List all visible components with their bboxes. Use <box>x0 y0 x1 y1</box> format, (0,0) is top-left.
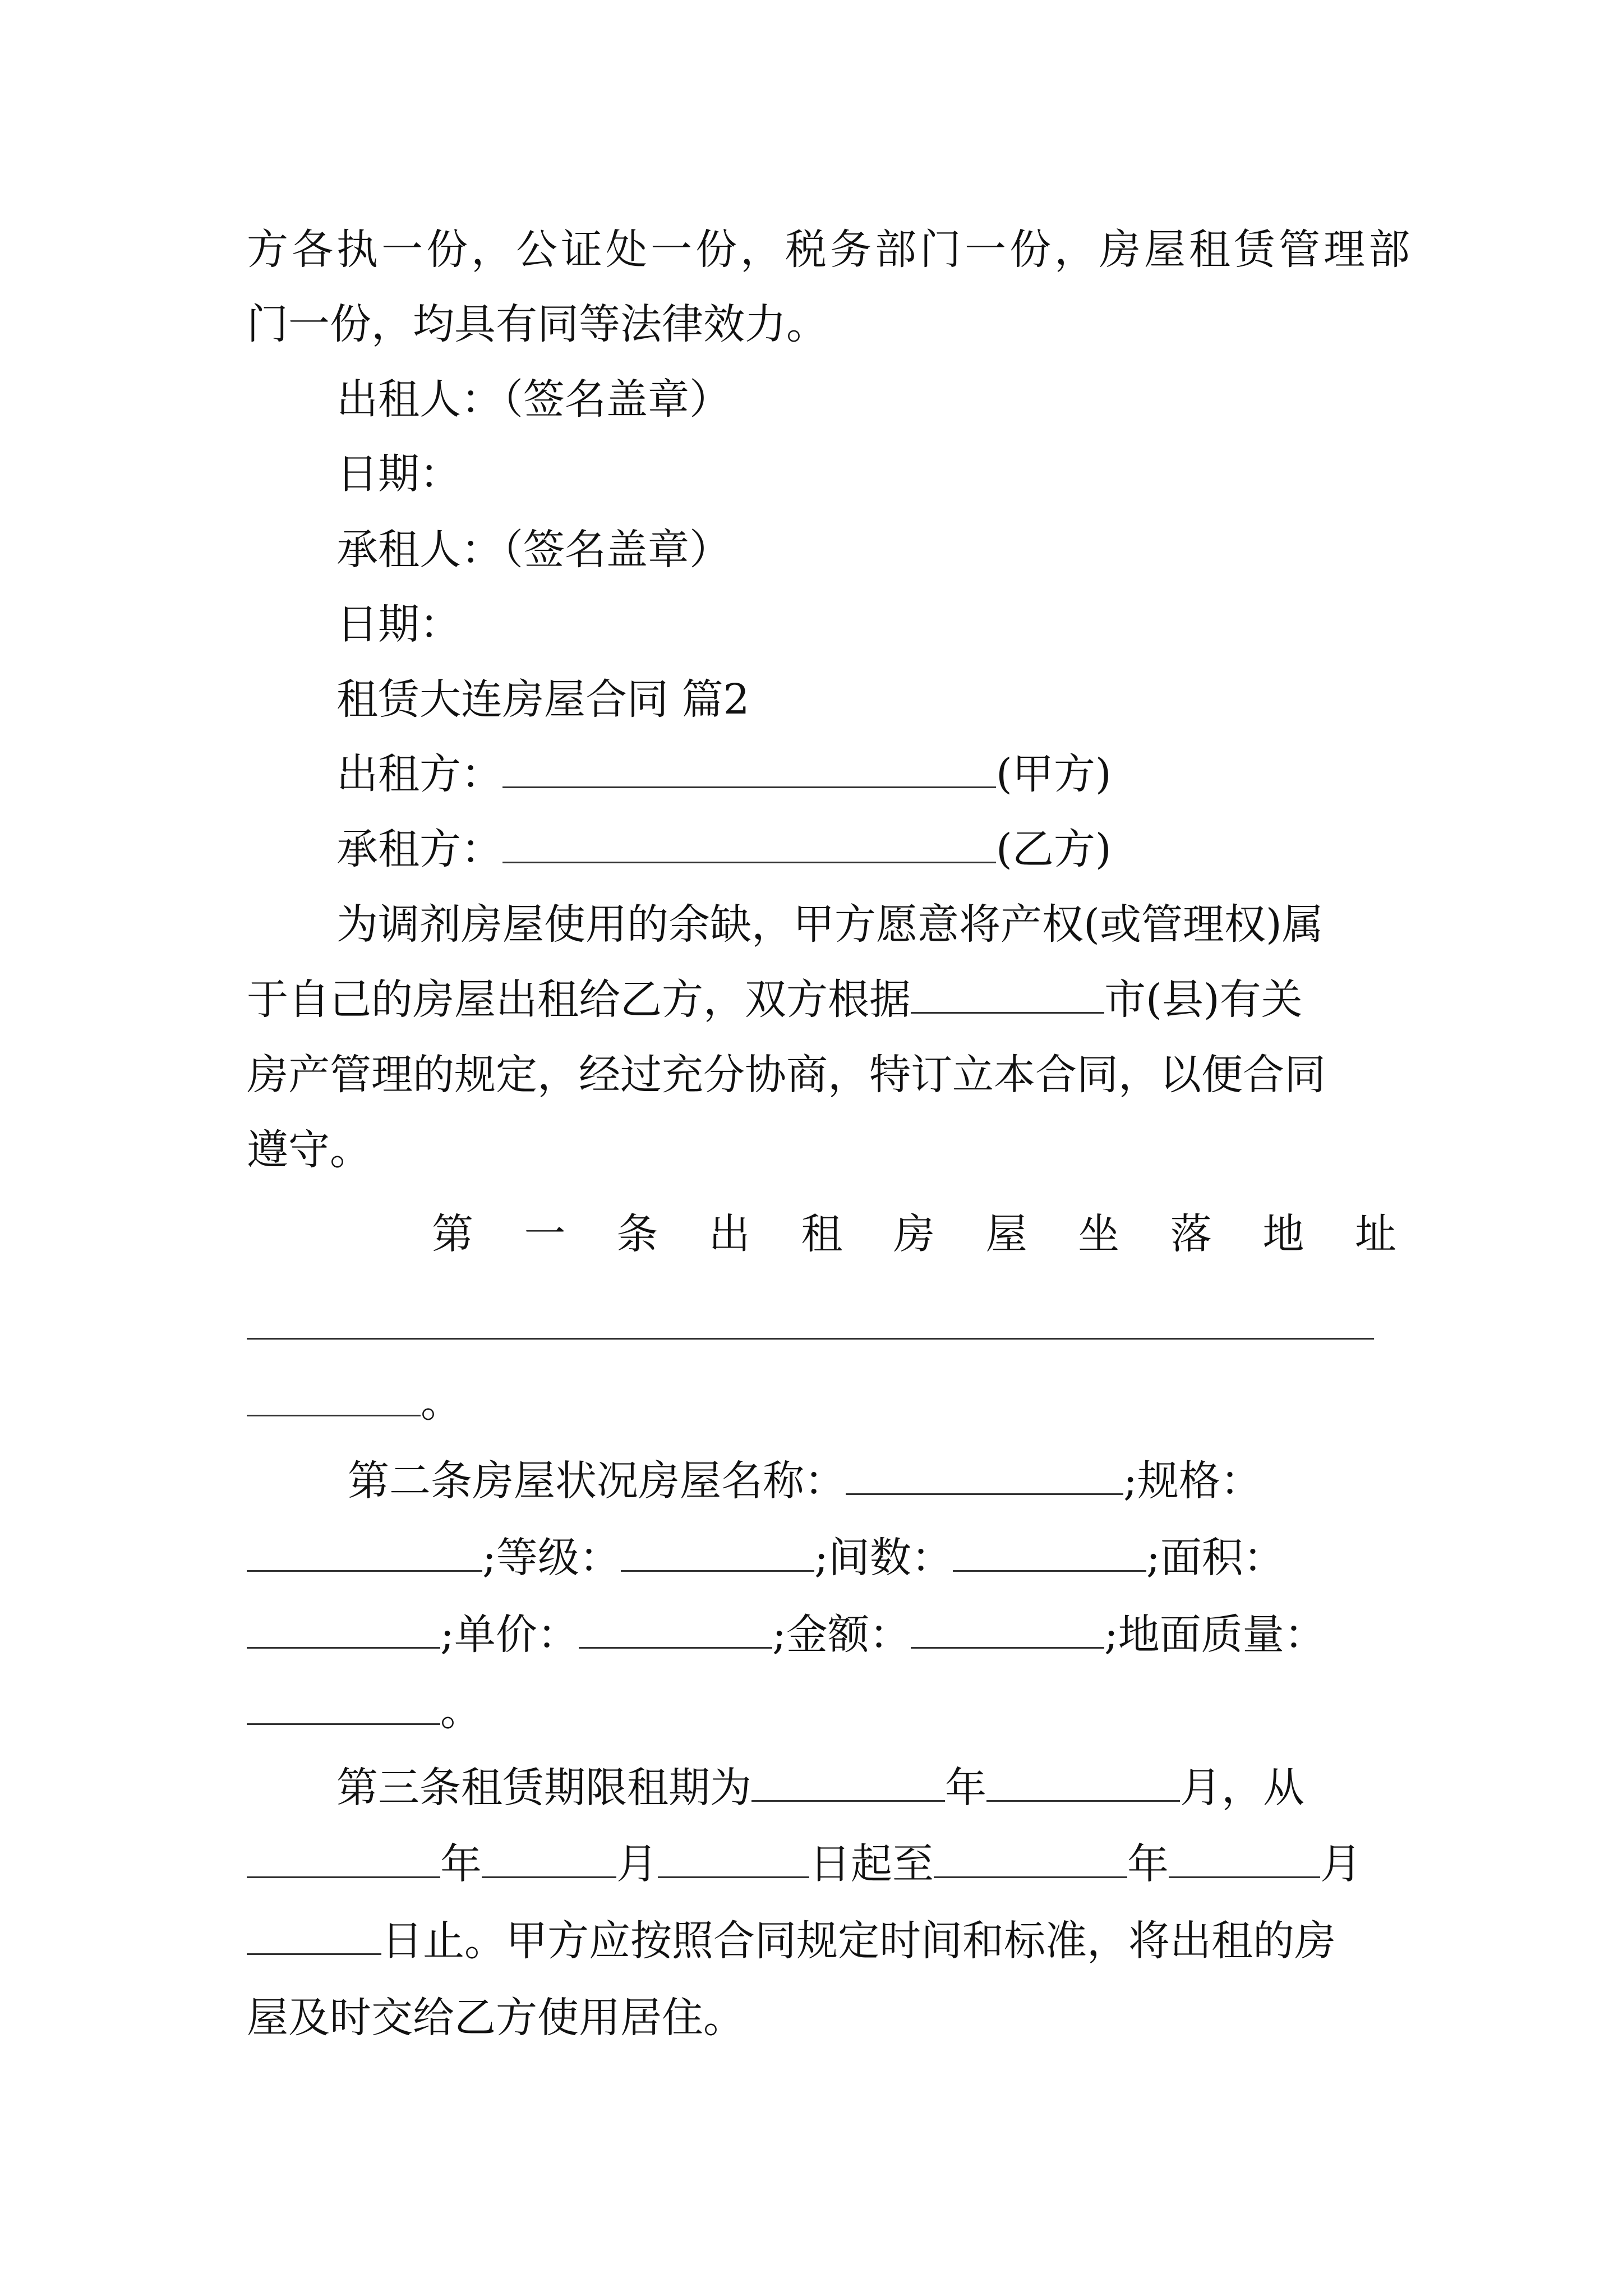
text-run: ;等级： <box>482 1534 621 1582</box>
article-3-line <box>336 1760 1486 1816</box>
text-run: 市(县)有关 <box>1104 976 1303 1024</box>
lessee-signature-line: 承租人：（签名盖章） <box>336 526 731 574</box>
blank-field <box>953 1535 1146 1572</box>
text-run: 年 <box>945 1764 986 1812</box>
paragraph-line: 遵守。 <box>247 1126 371 1174</box>
date-line: 日期： <box>336 600 461 648</box>
heading-char: 址 <box>1354 1210 1396 1258</box>
heading-char: 出 <box>708 1210 750 1258</box>
text-run: 于自己的房屋出租给乙方，双方根据 <box>247 976 911 1024</box>
text-run: ;地面质量： <box>1104 1611 1326 1659</box>
section-title: 租赁大连房屋合同 篇2 <box>336 675 750 724</box>
text-run: 月 <box>616 1840 658 1888</box>
heading-char: 条 <box>616 1210 658 1258</box>
blank-field <box>658 1842 809 1878</box>
paragraph-line: 为调剂房屋使用的余缺，甲方愿意将产权(或管理权)属 <box>336 900 1324 949</box>
article-2-line <box>247 1530 1396 1586</box>
party-b-suffix: (乙方) <box>996 825 1112 873</box>
text-run: ;单价： <box>440 1611 579 1659</box>
blank-field <box>482 1842 616 1878</box>
blank-field <box>247 1612 440 1649</box>
text-run: 。 <box>421 1378 462 1427</box>
text-run: ;间数： <box>814 1534 953 1582</box>
text-run: 第二条房屋状况房屋名称： <box>348 1457 846 1505</box>
party-b-label: 承租方： <box>336 825 502 873</box>
blank-field <box>502 752 996 788</box>
paragraph-line <box>247 972 1396 1028</box>
heading-char: 落 <box>1170 1210 1212 1258</box>
text-run: ，从 <box>1221 1764 1304 1812</box>
text-run: 日起至 <box>809 1840 934 1888</box>
text-run: 第三条租赁期限租期为 <box>336 1764 751 1812</box>
text-run: 月 <box>1320 1840 1362 1888</box>
blank-field <box>846 1458 1123 1495</box>
heading-char: 第 <box>432 1210 473 1258</box>
lessor-signature-line: 出租人：（签名盖章） <box>336 375 731 424</box>
article-2-line <box>247 1683 1396 1739</box>
article-3-line: 屋及时交给乙方使用居住。 <box>247 1994 745 2042</box>
heading-char: 房 <box>893 1210 935 1258</box>
text-run: ;面积： <box>1146 1534 1285 1582</box>
text-run: ;规格： <box>1123 1457 1262 1505</box>
blank-field <box>502 827 996 863</box>
blank-field <box>986 1765 1180 1802</box>
article-3-line <box>247 1836 1396 1892</box>
blank-field <box>621 1535 814 1572</box>
article-2-line <box>247 1607 1396 1663</box>
paragraph-line <box>247 1374 1396 1430</box>
party-a-line <box>336 746 1486 802</box>
address-blank-rule <box>247 1338 1374 1340</box>
blank-field <box>247 1842 440 1878</box>
party-a-suffix: (甲方) <box>996 750 1112 798</box>
blank-field <box>1169 1842 1320 1878</box>
blank-field <box>247 1918 381 1955</box>
heading-char: 地 <box>1262 1210 1304 1258</box>
date-line: 日期： <box>336 450 461 498</box>
text-run: 日止。甲方应按照合同规定时间和标准，将出租的房 <box>381 1917 1336 1965</box>
party-a-label: 出租方： <box>336 750 502 798</box>
article-3-line <box>247 1913 1396 1969</box>
paragraph-line: 房产管理的规定，经过充分协商，特订立本合同，以便合同 <box>247 1051 1326 1099</box>
article-1-heading <box>432 1206 1396 1262</box>
blank-field <box>247 1380 421 1416</box>
blank-field <box>751 1765 945 1802</box>
paragraph-line: 门一份，均具有同等法律效力。 <box>247 300 828 348</box>
blank-field <box>247 1535 482 1572</box>
blank-field <box>934 1842 1127 1878</box>
blank-field <box>911 1612 1104 1649</box>
blank-field <box>579 1612 772 1649</box>
text-run: 月 <box>1180 1764 1221 1812</box>
text-run: 年 <box>440 1840 482 1888</box>
heading-char: 租 <box>801 1210 843 1258</box>
heading-char: 屋 <box>985 1210 1027 1258</box>
article-2-line <box>348 1453 1497 1509</box>
text-run: 年 <box>1127 1840 1169 1888</box>
party-b-line <box>336 821 1486 877</box>
heading-char: 一 <box>524 1210 566 1258</box>
blank-field <box>911 977 1104 1014</box>
text-run: ;金额： <box>772 1611 911 1659</box>
paragraph-line: 方各执一份，公证处一份，税务部门一份，房屋租赁管理部 <box>247 226 1413 274</box>
blank-field <box>247 1688 440 1725</box>
heading-char: 坐 <box>1078 1210 1120 1258</box>
text-run: 。 <box>440 1687 482 1735</box>
